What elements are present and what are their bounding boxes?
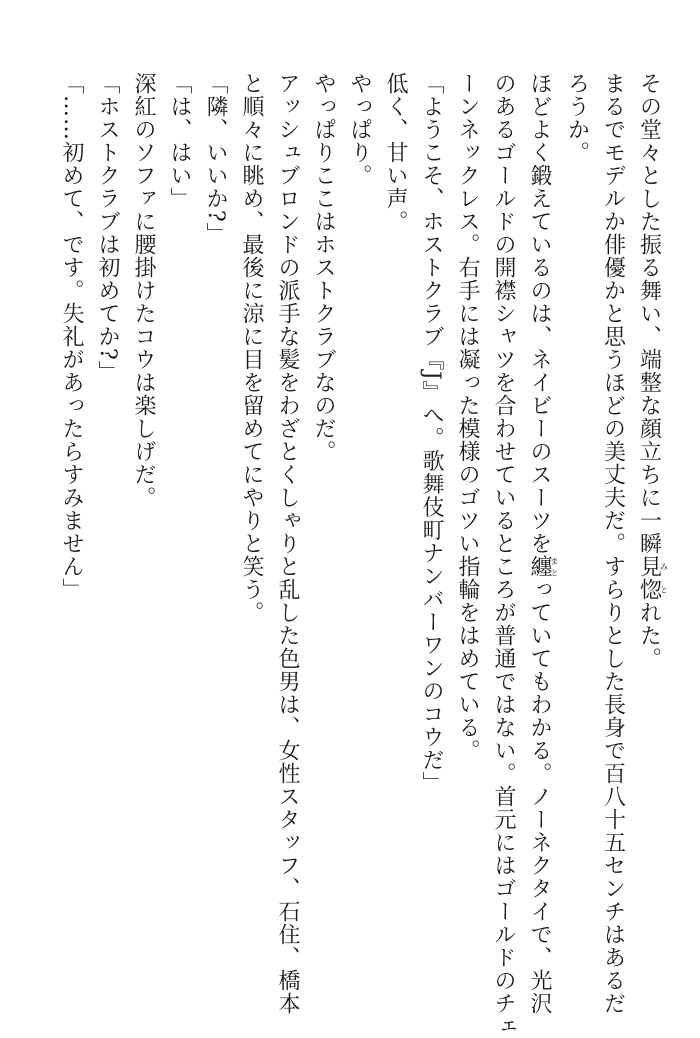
text-line-14: 「は、はい」 <box>167 72 192 210</box>
text-line-16: 「ホストクラブは初めてか?」 <box>95 72 120 384</box>
ruby-mitore: 見惚みと <box>636 555 669 601</box>
text-line-13: 「隣、いいか?」 <box>203 72 228 246</box>
text-line-9: やっぱり。 <box>347 72 372 187</box>
text-line-17: 「……初めて、です。失礼があったらすみません」 <box>59 72 84 601</box>
text-line-2: まるでモデルか俳優かと思うほどの美丈夫だ。すらりとした長身で百八十五センチはあるだ <box>600 72 626 1015</box>
text-line-12: と順々に眺め、最後に涼に目を留めてにやりと笑う。 <box>239 72 264 624</box>
text-line-7: 「ようこそ、ホストクラブ『J』へ。歌舞伎町ナンバーワンのコウだ」 <box>419 72 444 795</box>
text-line-4: ほどよく鍛えているのは、ネイビーのスーツを纏まとっていてもわかる。ノーネクタイで、光沢 <box>527 72 559 1015</box>
text-line-1: その堂々とした振る舞い、端整な顔立ちに一瞬見惚みとれた。 <box>636 72 669 670</box>
text-line-10: やっぱりここはホストクラブなのだ。 <box>311 72 336 463</box>
text-line-15: 深紅のソファに腰掛けたコウは楽しげだ。 <box>131 72 156 509</box>
ruby-matou: 纏まと <box>527 555 559 578</box>
vertical-text-body <box>53 72 669 1038</box>
text-line-5: のあるゴールドの開襟シャツを合わせているところが普通ではない。首元にはゴールドのチェ <box>491 72 516 1038</box>
text-line-3: ろうか。 <box>564 72 590 164</box>
text-line-11: アッシュブロンドの派手な髪をわざとくしゃりと乱した色男は、女性スタッフ、石住、橋本 <box>275 72 300 1015</box>
text-line-6: ーンネックレス。右手には凝った模様のゴツい指輪をはめている。 <box>455 72 480 762</box>
text-line-8: 低く、甘い声。 <box>383 72 408 233</box>
